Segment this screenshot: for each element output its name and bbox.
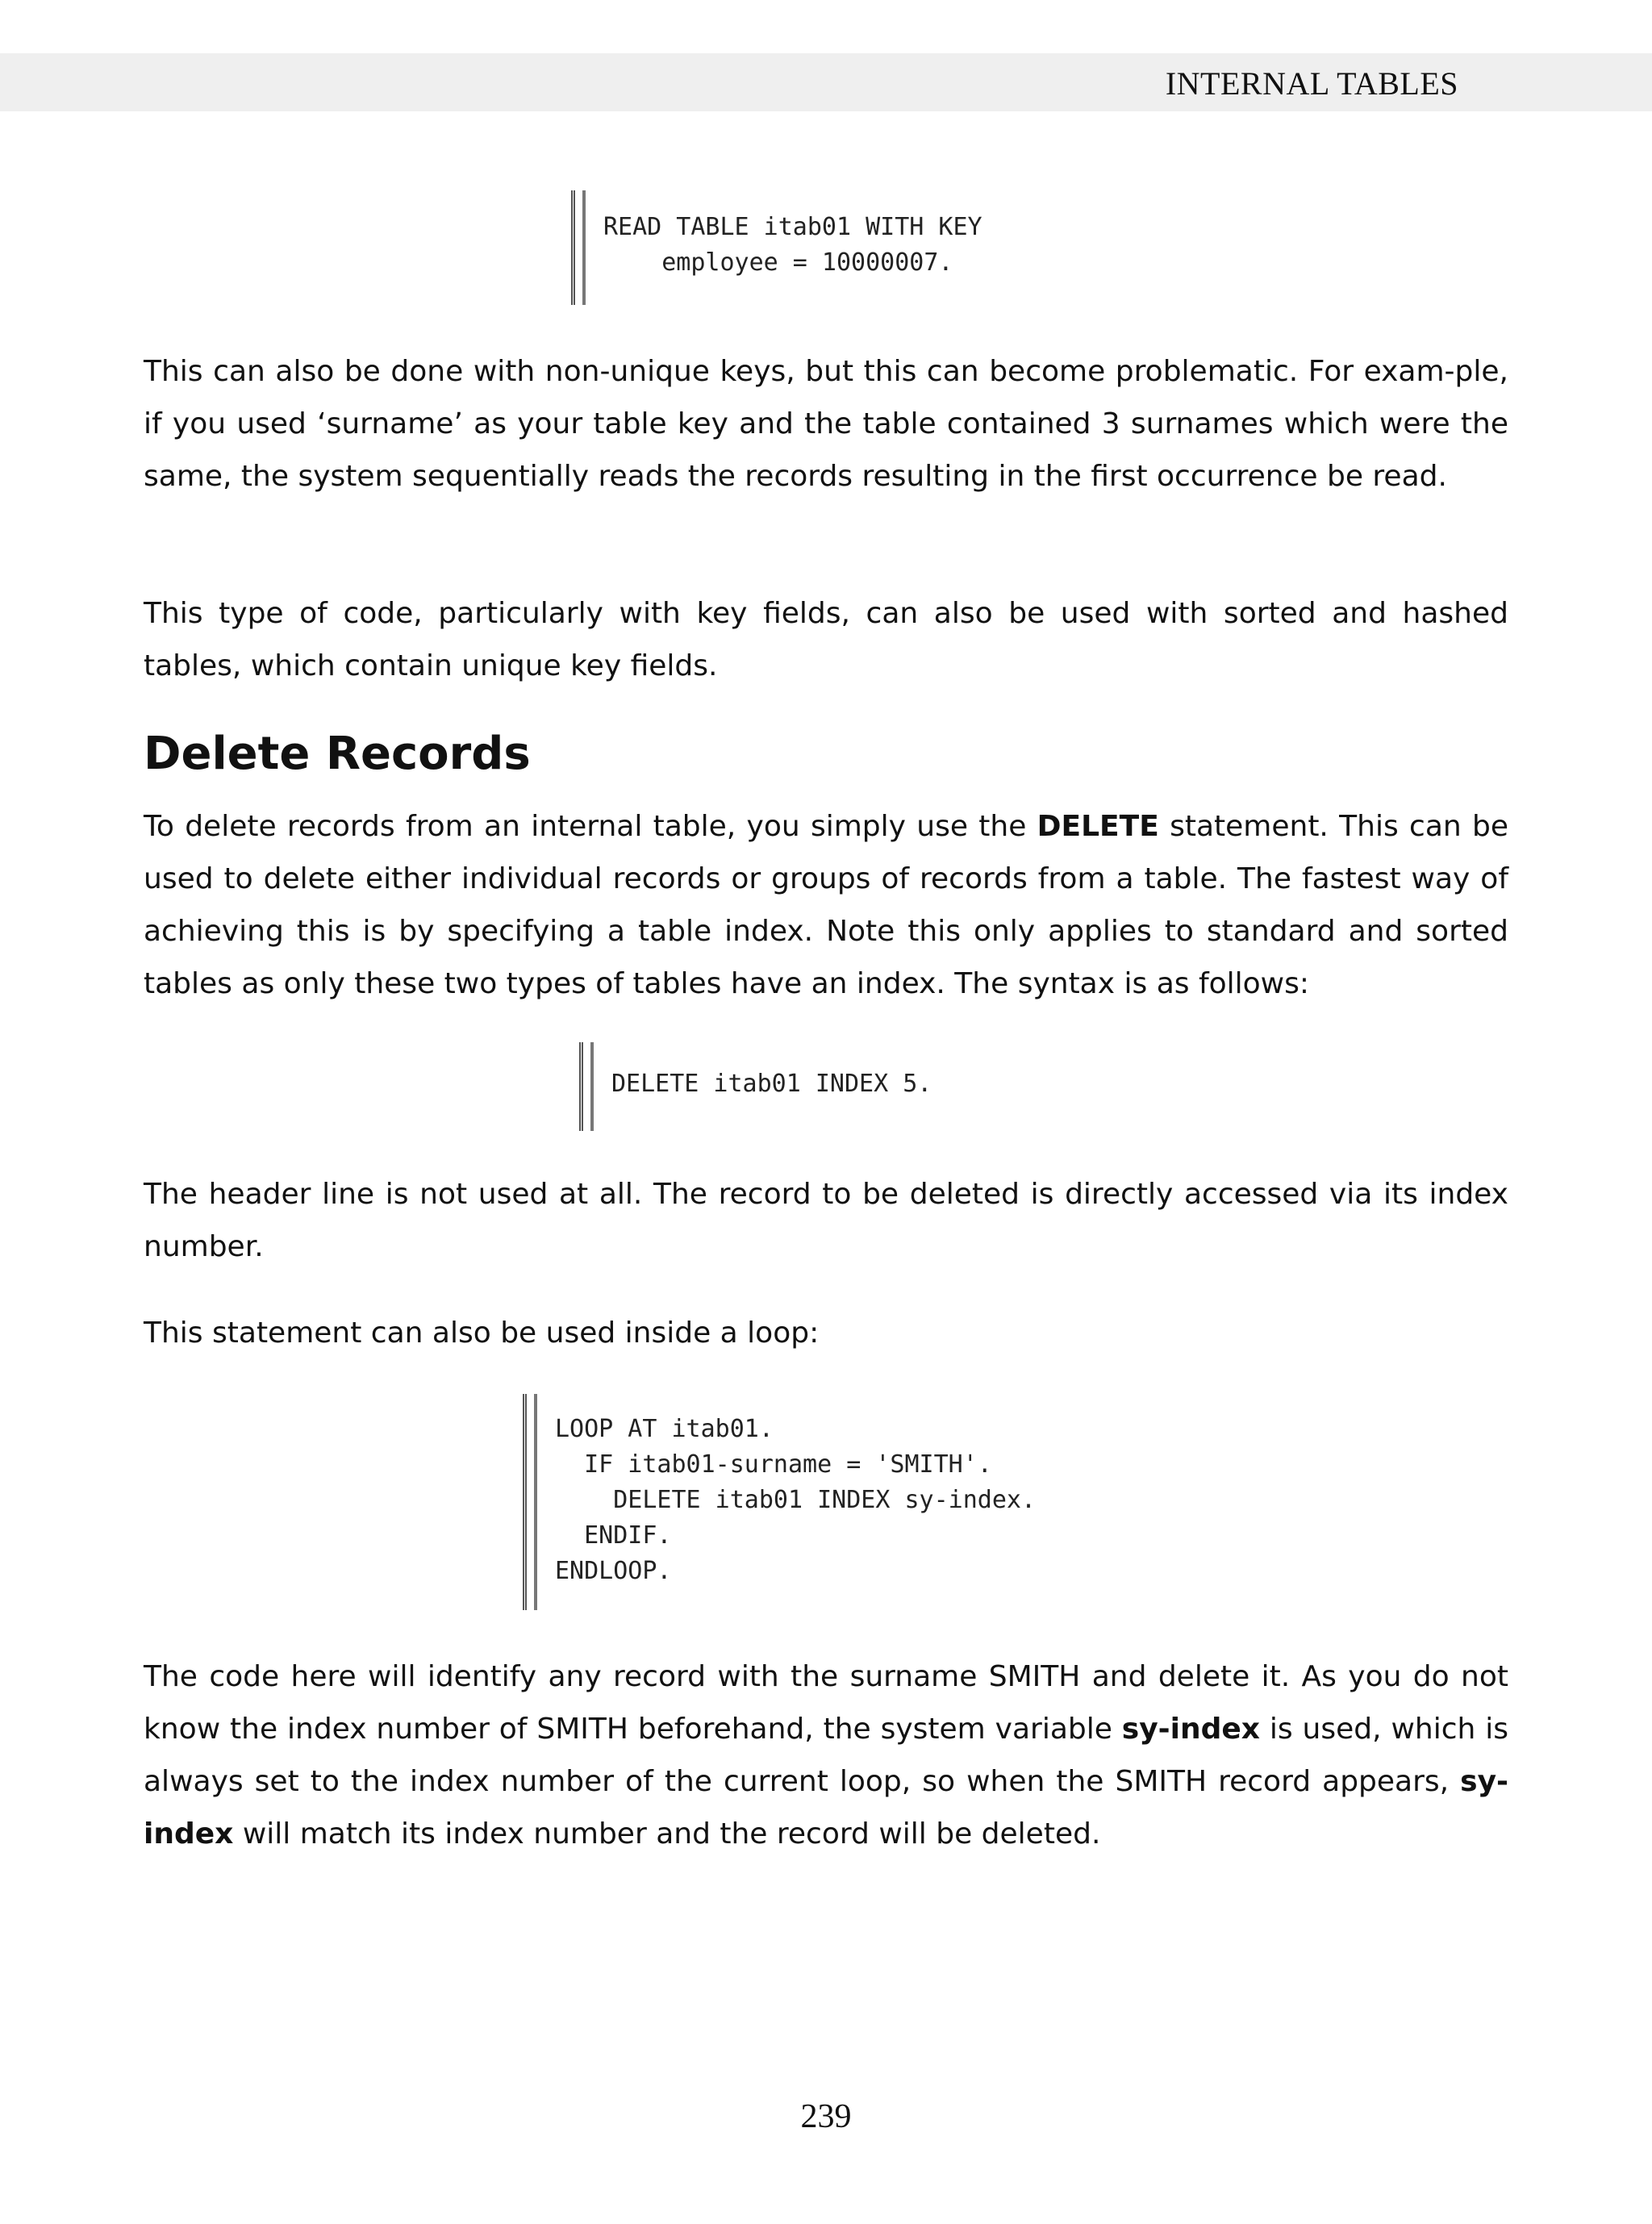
- paragraph-text: To delete records from an internal table, you simply use the: [144, 810, 1037, 843]
- code-block-delete-index: [579, 1042, 932, 1131]
- code-block-bar: [571, 190, 586, 305]
- keyword-delete: DELETE: [1037, 810, 1159, 843]
- paragraph-delete-intro: [144, 800, 1508, 1010]
- paragraph-text: statement. This can be used to delete either individual records or groups of records from a table. The fastest way of achieving this is by specifying a table index. Note this only applies to standard and sorted tables as only these two types of tables have an index. The syntax is as follows:: [144, 810, 1508, 1000]
- paragraph-text: The code here will identify any record with the surname SMITH and delete it. As you do not know the index number of SMITH beforehand, the system variable: [144, 1660, 1508, 1746]
- running-header: [0, 53, 1652, 111]
- code-line: ENDLOOP.: [555, 1557, 672, 1585]
- code-line: DELETE itab01 INDEX sy-index.: [555, 1486, 1037, 1514]
- keyword-sy-index: sy-index: [144, 1765, 1508, 1851]
- code-block-loop: [523, 1394, 1036, 1610]
- paragraph-text: is used, which is always set to the index number of the current loop, so when the SMITH record appears,: [144, 1713, 1508, 1798]
- paragraph-header-line: The header line is not used at all. The record to be deleted is directly accessed via its index number.: [144, 1178, 1508, 1263]
- code-line: employee = 10000007.: [603, 248, 953, 277]
- code-line: LOOP AT itab01.: [555, 1415, 774, 1443]
- paragraph-inside-loop: This statement can also be used inside a loop:: [144, 1316, 820, 1350]
- code-block-read-table: [571, 190, 982, 305]
- page-number: 239: [800, 2098, 852, 2135]
- code-block-bar: [579, 1042, 594, 1131]
- code-line: ENDIF.: [555, 1521, 672, 1550]
- section-heading-delete-records: Delete Records: [144, 728, 531, 780]
- keyword-sy-index: sy-index: [1121, 1713, 1260, 1746]
- code-line: READ TABLE itab01 WITH KEY: [603, 213, 982, 241]
- code-block-bar: [523, 1394, 537, 1610]
- code-line: DELETE itab01 INDEX 5.: [611, 1070, 932, 1098]
- paragraph-text: will match its index number and the record will be deleted.: [233, 1817, 1101, 1851]
- code-line: IF itab01-surname = 'SMITH'.: [555, 1450, 992, 1479]
- paragraph-sy-index: [144, 1650, 1508, 1860]
- paragraph-sorted-hashed: This type of code, particularly with key fields, can also be used with sorted and hashed tables, which contain unique key fields.: [144, 597, 1508, 682]
- running-header-title: INTERNAL TABLES: [1165, 65, 1458, 102]
- paragraph-non-unique-keys: This can also be done with non-unique keys, but this can become problematic. For exam-ple, if you used ‘surname’ as your table key and the table contained 3 surnames which were the same, the system sequentially reads the records resulting in the first occurrence be read.: [144, 355, 1508, 493]
